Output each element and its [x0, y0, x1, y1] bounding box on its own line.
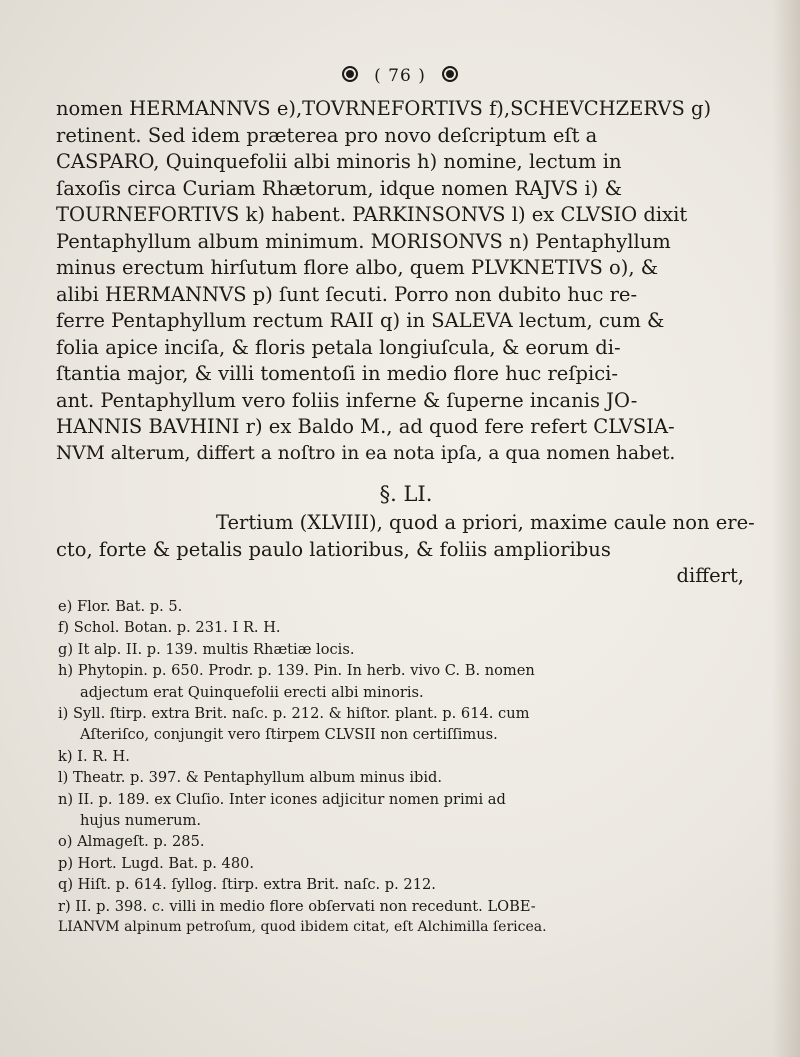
text-line: retinent. Sed idem præterea pro novo deſcriptum eſt a: [56, 123, 598, 147]
footnote: p) Hort. Lugd. Bat. p. 480.: [58, 854, 255, 872]
page-header: [190, 66, 610, 86]
page-number: ( 76 ): [374, 66, 426, 86]
footnote-continuation: Aſteriſco, conjungit vero ſtirpem CLVSII non certiſſimus.: [80, 726, 498, 744]
footnote: l) Theatr. p. 397. & Pentaphyllum album minus ibid.: [58, 769, 443, 787]
text-line: CASPARO, Quinquefolii albi minoris h) nomine, lectum in: [56, 150, 622, 173]
footnote: i) Syll. ſtirp. extra Brit. naſc. p. 212. & hiſtor. plant. p. 614. cum: [58, 705, 530, 723]
section-heading: §. LI.: [379, 482, 433, 506]
footnote: h) Phytopin. p. 650. Prodr. p. 139. Pin. In herb. vivo C. B. nomen: [58, 662, 535, 680]
text-line: Tertium (XLVIII), quod a priori, maxime caule non ere-: [216, 511, 755, 534]
text-line: alibi HERMANNVS p) ſunt ſecuti. Porro non dubito huc re-: [56, 282, 638, 306]
footnote: q) Hiſt. p. 614. ſyllog. ſtirp. extra Brit. naſc. p. 212.: [58, 876, 436, 894]
section-text: [56, 510, 756, 590]
text-line: nomen HERMANNVS e),TOVRNEFORTIVS f),SCHEVCHZERVS g): [56, 97, 712, 120]
text-line: ant. Pentaphyllum vero foliis inferne & ſuperne incanis JO-: [56, 388, 638, 412]
main-text: [56, 96, 756, 467]
text-line: HANNIS BAVHINI r) ex Baldo M., ad quod fere refert CLVSIA-: [56, 415, 675, 438]
footnote: r) II. p. 398. c. villi in medio flore obſervati non recedunt. LOBE-: [58, 897, 536, 915]
footnote: e) Flor. Bat. p. 5.: [58, 598, 183, 615]
page-edge-stain: [772, 0, 800, 1057]
footnote: o) Almageſt. p. 285.: [58, 833, 205, 851]
footnote: g) It alp. II. p. 139. multis Rhætiæ locis.: [58, 640, 355, 658]
footnote-continuation: hujus numerum.: [80, 812, 201, 830]
footnote: n) II. p. 189. ex Cluſio. Inter icones adjicitur nomen primi ad: [58, 790, 506, 808]
text-line: NVM alterum, differt a noſtro in ea nota ipſa, a qua nomen habet.: [56, 442, 676, 464]
text-line: folia apice inciſa, & floris petala longiuſcula, & eorum di-: [56, 335, 621, 359]
ornament-right-icon: [442, 66, 458, 82]
text-line: ſtantia major, & villi tomentoſi in medio flore huc reſpici-: [56, 362, 618, 385]
footnote: LIANVM alpinum petroſum, quod ibidem citat, eſt Alchimilla ſericea.: [58, 919, 547, 936]
catchword: differt,: [676, 564, 744, 587]
text-line: cto, forte & petalis paulo latioribus, & foliis amplioribus: [56, 537, 611, 561]
footnote: k) I. R. H.: [58, 747, 130, 765]
text-line: minus erectum hirſutum flore albo, quem PLVKNETIVS o), &: [56, 256, 659, 279]
ornament-left-icon: [342, 66, 358, 82]
footnotes: [58, 596, 758, 939]
text-line: TOURNEFORTIVS k) habent. PARKINSONVS l) ex CLVSIO dixit: [56, 203, 688, 226]
text-line: ſaxoſis circa Curiam Rhætorum, idque nomen RAJVS i) &: [56, 176, 622, 200]
footnote: f) Schol. Botan. p. 231. I R. H.: [58, 619, 281, 637]
text-line: Pentaphyllum album minimum. MORISONVS n) Pentaphyllum: [56, 229, 671, 253]
footnote-continuation: adjectum erat Quinquefolii erecti albi minoris.: [80, 683, 424, 701]
text-line: ferre Pentaphyllum rectum RAII q) in SALEVA lectum, cum &: [56, 309, 665, 332]
